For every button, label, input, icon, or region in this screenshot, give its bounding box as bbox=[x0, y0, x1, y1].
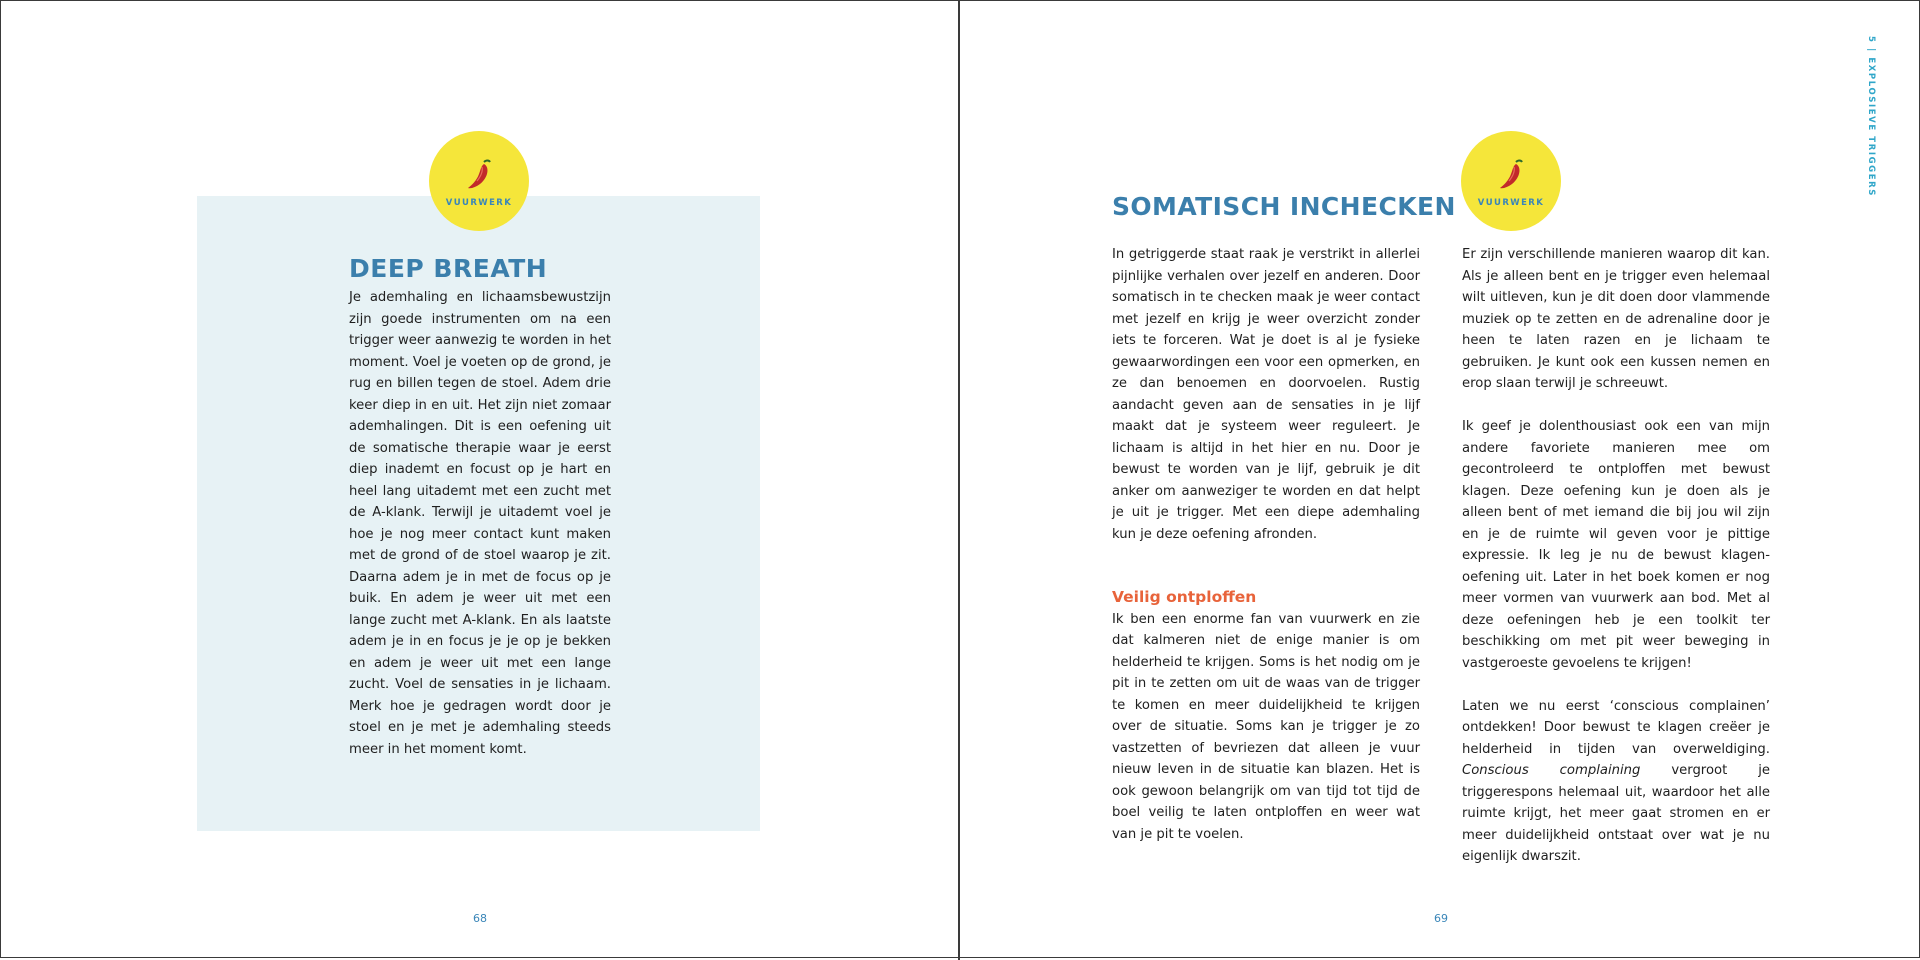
text-column-1 bbox=[1112, 244, 1420, 545]
paragraph-text: vergroot je triggerespons helemaal uit, waardoor het alle ruimte krijgt, het meer gaat stromen en er meer duidelijkheid ontstaat over wat je nu eigenlijk dwarszit. bbox=[1462, 763, 1770, 864]
section-title: SOMATISCH INCHECKEN bbox=[1112, 192, 1456, 221]
exercise-body: Je ademhaling en lichaamsbewustzijn zijn goede instrumenten om na een trigger weer aanwezig te worden in het moment. Voel je voeten op de grond, je rug en billen tegen de stoel. Adem drie keer diep in en uit. Het zijn niet zomaar ademhalingen. Dit is een oefening uit de somatische therapie waar je eerst diep inademt en focust op je hart en heel lang uitademt met een zucht met de A-klank. Terwijl je uitademt voel je hoe je nog meer contact kunt maken met de grond of de stoel waarop je zit. Daarna adem je in met de focus op je buik. En adem je weer uit met een lange zucht met A-klank. En als laatste adem je in en focus je je op je bekken en adem je weer uit met een lange zucht. Voel de sensaties in je lichaam. Merk hoe je gedragen wordt door je stoel en je met je ademhaling steeds meer in het moment komt. bbox=[349, 290, 611, 757]
chili-pepper-icon bbox=[1496, 158, 1526, 192]
page-number-right: 69 bbox=[1434, 912, 1448, 925]
paragraph-text: Laten we nu eerst ‘conscious complainen’ ontdekken! Door bewust te klagen creëer je helderheid in tijden van overweldiging. bbox=[1462, 698, 1770, 757]
text-column-1-lower bbox=[1112, 587, 1420, 845]
italic-term: Conscious complaining bbox=[1462, 763, 1641, 778]
page-number-left: 68 bbox=[473, 912, 487, 925]
book-spine bbox=[958, 0, 960, 960]
paragraph: Ik ben een enorme fan van vuurwerk en zie dat kalmeren niet de enige manier is om helderheid te krijgen. Soms is het nodig om je pit in te zetten om uit de waas van de trigger te komen en meer duidelijkheid te krijgen over de situatie. Soms kan je trigger je zo vastzetten of bevriezen dat alleen je vuur nieuw leven in de situatie kan blazen. Het is ook gewoon belangrijk om van tijd tot tijd de boel veilig te laten ontploffen en weer wat van je pit te voelen. bbox=[1112, 611, 1420, 842]
right-page bbox=[959, 0, 1920, 958]
vuurwerk-badge bbox=[429, 131, 529, 231]
exercise-title: DEEP BREATH bbox=[349, 254, 548, 283]
paragraph: In getriggerde staat raak je verstrikt in allerlei pijnlijke verhalen over jezelf en anderen. Door somatisch in te checken maak je weer contact met jezelf en krijg je weer overzicht zonder iets te forceren. Wat je doet is al je fysieke gewaarwordingen een voor een opmerken, en ze dan benoemen en doorvoelen. Rustig aandacht geven aan de sensaties in je lijf maakt dat je systeem weer reguleert. Je lichaam is altijd in het hier en nu. Door je bewust te worden van je lijf, gebruik je dit anker om aanweziger te worden en dat helpt je uit je trigger. Met een diepe ademhaling kun je deze oefening afronden. bbox=[1112, 247, 1420, 542]
running-head: 5 | EXPLOSIEVE TRIGGERS bbox=[1866, 36, 1876, 198]
paragraph: Er zijn verschillende manieren waarop dit kan. Als je alleen bent en je trigger even helemaal wilt uitleven, kun je dit doen door vlammende muziek op te zetten en de adrenaline door je heen te laten razen en je lichaam te gebruiken. Je kunt ook een kussen nemen en erop slaan terwijl je schreeuwt. bbox=[1462, 247, 1770, 391]
badge-label: VUURWERK bbox=[445, 198, 513, 208]
chili-pepper-icon bbox=[464, 158, 494, 192]
text-column-2 bbox=[1462, 244, 1770, 868]
paragraph bbox=[1462, 696, 1770, 868]
subheading: Veilig ontploffen bbox=[1112, 588, 1257, 606]
badge-label: VUURWERK bbox=[1477, 198, 1545, 208]
vuurwerk-badge bbox=[1461, 131, 1561, 231]
paragraph: Ik geef je dolenthousiast ook een van mijn andere favoriete manieren mee om gecontroleerd te ontploffen met bewust klagen. Deze oefening kun je doen als je alleen bent of met iemand die bij jou wil zijn en je de ruimte wil geven voor je pittige expressie. Ik leg je nu de bewust klagen-oefening uit. Later in het boek komen er nog meer vormen van vuurwerk aan bod. Met al deze oefeningen heb je een toolkit ter beschikking om met pit weer beweging in vastgeroeste gevoelens te krijgen! bbox=[1462, 419, 1770, 671]
